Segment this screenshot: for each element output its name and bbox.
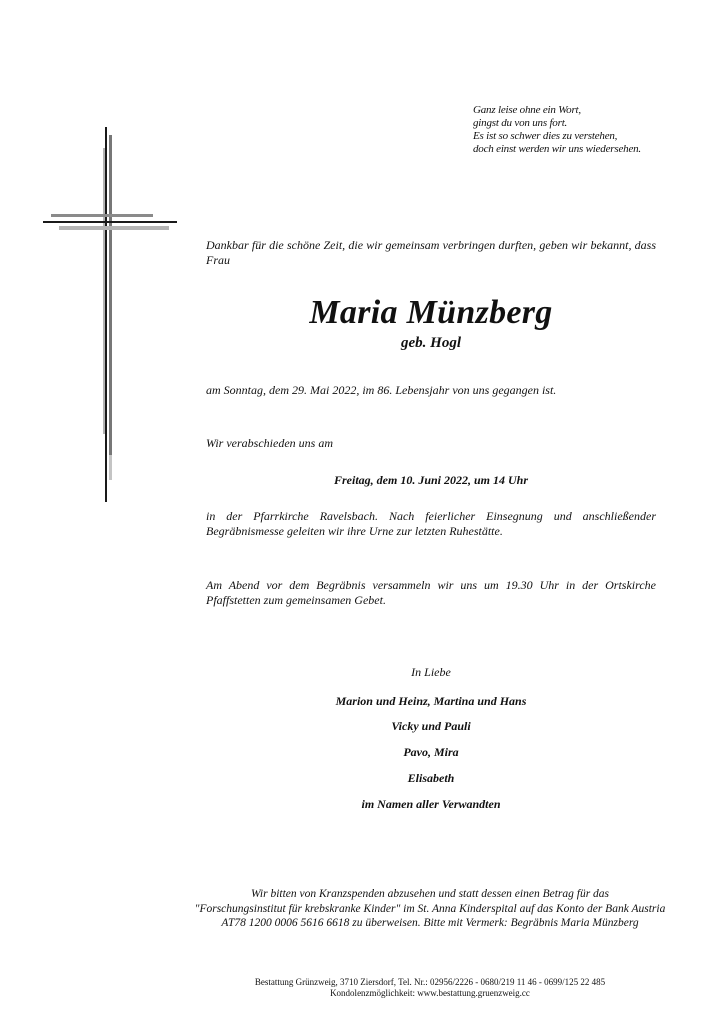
poem-line: Es ist so schwer dies zu verstehen,	[473, 130, 618, 142]
mourner-line: Elisabeth	[407, 771, 455, 785]
death-notice-text: am Sonntag, dem 29. Mai 2022, im 86. Lebensjahr von uns gegangen ist.	[206, 383, 557, 397]
donation-line: "Forschungsinstitut für krebskranke Kinder" im St. Anna Kinderspital auf das Konto der Bank Austria	[194, 902, 666, 915]
footer-condolence: Kondolenzmöglichkeit: www.bestattung.gruenzweig.cc	[330, 988, 530, 998]
cross-vertical-light-lower	[109, 455, 112, 480]
cross-horizontal-light	[59, 226, 169, 230]
mourners-heading: In Liebe	[411, 665, 451, 679]
poem-line: doch einst werden wir uns wiedersehen.	[473, 143, 641, 155]
cross-horizontal-mid	[51, 214, 153, 217]
deceased-name: Maria Münzberg	[309, 294, 553, 331]
footer	[170, 977, 690, 999]
deceased-maiden-name: geb. Hogl	[401, 335, 461, 351]
donation-line: Wir bitten von Kranzspenden abzusehen und statt dessen einen Betrag für das	[250, 888, 610, 900]
donation-request	[170, 887, 690, 931]
farewell-details: in der Pfarrkirche Ravelsbach. Nach feierlicher Einsegnung und anschließender Begräbnismesse geleiten wir ihre Urne zur letzten Ruhestätte.	[206, 509, 656, 538]
poem	[473, 104, 641, 156]
footer-company: Bestattung Grünzweig, 3710 Ziersdorf, Tel. Nr.: 02956/2226 - 0680/219 11 46 - 0699/125 22 485	[254, 977, 606, 987]
mourner-line: Vicky und Pauli	[391, 719, 471, 733]
cross-vertical-dark	[105, 127, 107, 502]
intro-text: Dankbar für die schöne Zeit, die wir gemeinsam verbringen durften, geben wir bekannt, dass Frau	[206, 238, 656, 267]
funeral-date: Freitag, dem 10. Juni 2022, um 14 Uhr	[333, 473, 529, 487]
poem-line: Ganz leise ohne ein Wort,	[473, 104, 581, 116]
cross-vertical-mid	[109, 135, 112, 455]
mourner-line: im Namen aller Verwandten	[361, 797, 501, 811]
farewell-intro: Wir verabschieden uns am	[206, 436, 333, 450]
mourner-line: Marion und Heinz, Martina und Hans	[335, 694, 527, 708]
mourner-line: Pavo, Mira	[403, 745, 459, 759]
cross-horizontal-dark	[43, 221, 177, 223]
donation-line: AT78 1200 0006 5616 6618 zu überweisen. Bitte mit Vermerk: Begräbnis Maria Münzberg	[221, 917, 639, 929]
poem-line: gingst du von uns fort.	[473, 117, 568, 129]
prayer-text: Am Abend vor dem Begräbnis versammeln wir uns um 19.30 Uhr in der Ortskirche Pfaffstetten zum gemeinsamen Gebet.	[206, 578, 656, 607]
